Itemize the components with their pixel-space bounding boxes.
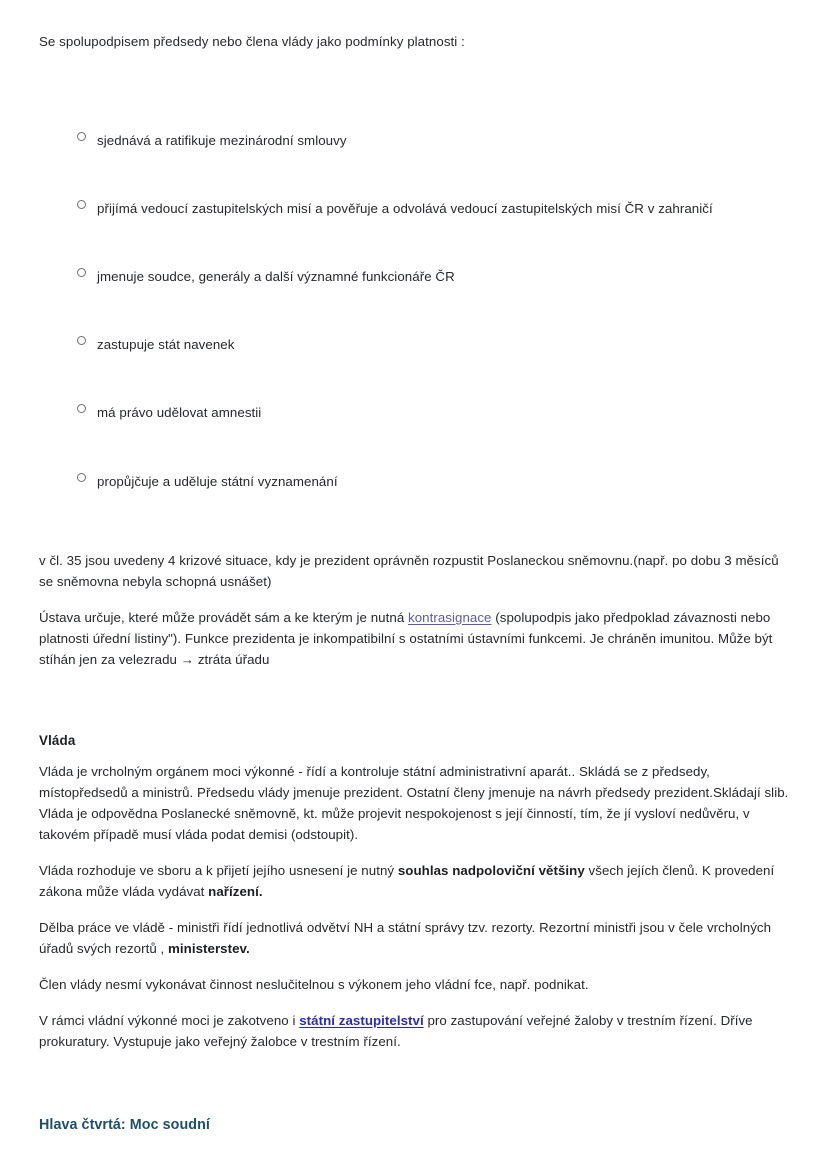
- paragraph-vlada-2: [39, 860, 792, 902]
- paragraph-vlada-3-part1: Dělba práce ve vládě - ministři řídí jednotlivá odvětví NH a státní správy tzv. rezorty. Rezortní ministři jsou v čele vrcholných úřadů svých rezortů ,: [39, 919, 772, 956]
- list-item: [39, 472, 792, 540]
- paragraph-vlada-1: Vláda je vrcholným orgánem moci výkonné - řídí a kontroluje státní administrativní aparát.. Skládá se z předsedy, místopředsedů a ministrů. Předsedu vlády jmenuje prezident. Ostatní členy jmenuje na návrh předsedy prezident.Skládají slib. Vláda je odpovědna Poslanecké sněmovně, kt. může projevit nespokojenost s její činností, tím, že jí vysloví nedůvěru, v takovém případě musí vláda podat demisi (odstoupit).: [39, 763, 789, 842]
- document-body: [39, 550, 792, 1133]
- hollow-circle-icon: [77, 473, 86, 482]
- hollow-circle-icon: [77, 132, 86, 141]
- list-item-label: zastupuje stát navenek: [97, 337, 235, 353]
- paragraph-constitution: [39, 607, 792, 670]
- hollow-circle-icon: [77, 200, 86, 209]
- list-item-label: má právo udělovat amnestii: [97, 405, 262, 421]
- presidential-powers-list: [39, 131, 792, 540]
- list-item-label: přijímá vedoucí zastupitelských misí a pověřuje a odvolává vedoucí zastupitelských misí ČR v zahraničí: [97, 200, 713, 216]
- list-item: [39, 267, 792, 335]
- kontrasignace-link[interactable]: kontrasignace: [408, 609, 492, 625]
- paragraph-zastupitelstvi-part1: V rámci vládní výkonné moci je zakotveno i: [39, 1012, 300, 1028]
- paragraph-vlada-3: [39, 917, 792, 959]
- paragraph-statni-zastupitelstvi: [39, 1010, 792, 1052]
- paragraph-article-35: v čl. 35 jsou uvedeny 4 krizové situace, kdy je prezident oprávněn rozpustit Poslaneckou sněmovnu.(např. po dobu 3 měsíců se sněmovna nebyla schopná usnášet): [39, 552, 779, 589]
- intro-paragraph: Se spolupodpisem předsedy nebo člena vlády jako podmínky platnosti :: [39, 34, 465, 49]
- paragraph-zastupitelstvi-part2: pro zastupování veřejné žaloby v trestním řízení. Dříve prokuratury. Vystupuje jako veřejný žalobce v trestním řízení.: [39, 1012, 753, 1049]
- paragraph-vlada-2-part2: všech jejích členů. K provedení zákona může vláda vydávat: [39, 862, 775, 899]
- paragraph-constitution-text-after: (spolupodpis jako předpoklad závaznosti nebo platnosti úřední listiny"). Funkce prezidenta je inkompatibilní s ostatními ústavními funkcemi. Je chráněn imunitou. Může být stíhán jen za velezradu → ztráta úřadu: [39, 609, 773, 667]
- spacer: [39, 1067, 792, 1117]
- hollow-circle-icon: [77, 336, 86, 345]
- list-item-label: jmenuje soudce, generály a další významné funkcionáře ČR: [97, 268, 455, 284]
- hollow-circle-icon: [77, 404, 86, 413]
- list-item: [39, 403, 792, 471]
- statni-zastupitelstvi-link[interactable]: státní zastupitelství: [299, 1012, 424, 1028]
- emphasis-narizeni: nařízení.: [208, 883, 263, 899]
- list-item: [39, 335, 792, 403]
- spacer: [39, 685, 792, 733]
- hollow-circle-icon: [77, 268, 86, 277]
- list-item: [39, 131, 792, 199]
- list-item-label: sjednává a ratifikuje mezinárodní smlouvy: [97, 132, 347, 148]
- paragraph-constitution-text-before: Ústava určuje, které může provádět sám a ke kterým je nutná: [39, 609, 409, 625]
- emphasis-nadpolovicni-vetsiny: souhlas nadpoloviční většiny: [397, 862, 585, 878]
- chapter-heading-moc-soudni: Hlava čtvrtá: Moc soudní: [39, 1116, 210, 1133]
- emphasis-ministerstev: ministerstev.: [168, 940, 250, 956]
- list-item-label: propůjčuje a uděluje státní vyznamenání: [97, 473, 338, 489]
- paragraph-vlada-4: Člen vlády nesmí vykonávat činnost neslučitelnou s výkonem jeho vládní fce, např. podnikat.: [39, 976, 589, 992]
- section-heading-vlada: Vláda: [39, 732, 76, 748]
- paragraph-vlada-2-part1: Vláda rozhoduje ve sboru a k přijetí jejího usnesení je nutný: [39, 862, 398, 878]
- list-item: [39, 199, 792, 267]
